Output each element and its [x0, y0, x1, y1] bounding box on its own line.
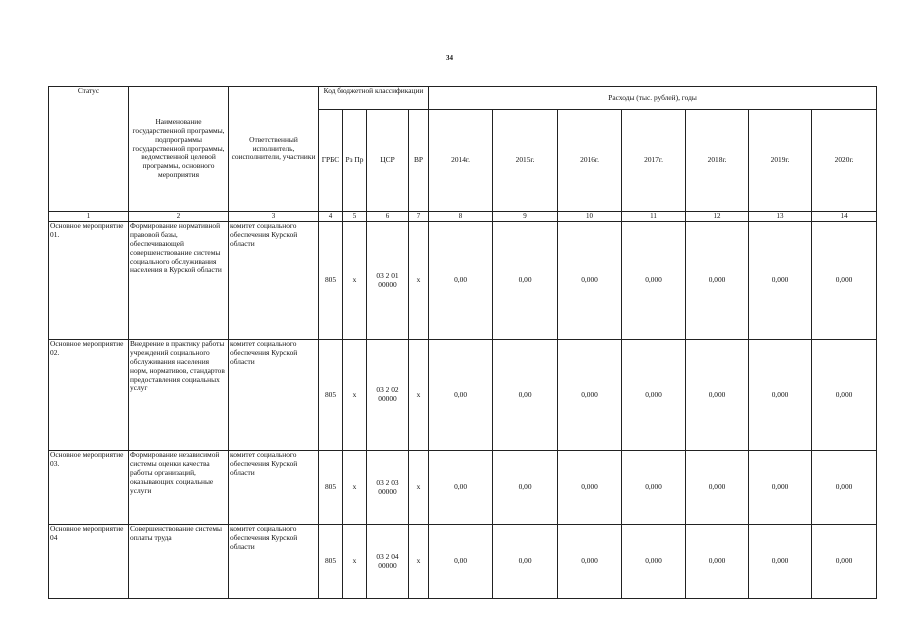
row-status: Основное мероприятие 02. [49, 340, 129, 451]
row-name: Внедрение в практику работы учреждений социального обслуживания населения норм, нормативов, стандартов предоставления социальных услуг [129, 340, 229, 451]
row-responsible: комитет социального обеспечения Курской области [229, 340, 319, 451]
row-value: 0,000 [686, 525, 749, 599]
header-year: 2017г. [622, 110, 686, 212]
row-value: 0,000 [558, 222, 622, 340]
header-responsible: Ответственный исполнитель, соисполнители, участники [229, 87, 319, 212]
header-year: 2016г. [558, 110, 622, 212]
column-number: 10 [558, 212, 622, 222]
row-status: Основное мероприятие 04 [49, 525, 129, 599]
row-value: 0,00 [429, 340, 493, 451]
column-number: 12 [686, 212, 749, 222]
column-number: 14 [812, 212, 877, 222]
row-vr: x [409, 525, 429, 599]
column-number: 13 [749, 212, 812, 222]
column-number: 6 [367, 212, 409, 222]
row-value: 0,000 [812, 451, 877, 525]
row-value: 0,000 [622, 451, 686, 525]
header-year: 2014г. [429, 110, 493, 212]
row-value: 0,000 [686, 340, 749, 451]
row-name: Совершенствование системы оплаты труда [129, 525, 229, 599]
row-value: 0,000 [622, 222, 686, 340]
row-csr: 03 2 03 00000 [367, 451, 409, 525]
row-vr: x [409, 451, 429, 525]
row-vr: x [409, 340, 429, 451]
column-number: 9 [493, 212, 558, 222]
row-value: 0,000 [558, 451, 622, 525]
header-year: 2018г. [686, 110, 749, 212]
page-number: 34 [446, 54, 453, 62]
column-number: 8 [429, 212, 493, 222]
row-rzpr: x [343, 222, 367, 340]
row-value: 0,00 [493, 451, 558, 525]
row-value: 0,000 [686, 451, 749, 525]
row-csr: 03 2 01 00000 [367, 222, 409, 340]
column-number: 7 [409, 212, 429, 222]
column-number: 4 [319, 212, 343, 222]
row-value: 0,000 [558, 340, 622, 451]
table-row [49, 525, 877, 599]
row-csr: 03 2 04 00000 [367, 525, 409, 599]
header-vr: ВР [409, 110, 429, 212]
row-name: Формирование независимой системы оценки качества работы организаций, оказывающих социальные услуги [129, 451, 229, 525]
row-value: 0,000 [749, 222, 812, 340]
row-rzpr: x [343, 451, 367, 525]
row-value: 0,000 [749, 451, 812, 525]
row-value: 0,00 [429, 525, 493, 599]
column-number: 2 [129, 212, 229, 222]
row-grbs: 805 [319, 451, 343, 525]
header-budget-code: Код бюджетной классификации [319, 87, 429, 110]
row-value: 0,000 [686, 222, 749, 340]
header-year: 2015г. [493, 110, 558, 212]
header-rzpr: Рз Пр [343, 110, 367, 212]
table-row [49, 222, 877, 340]
header-year: 2020г. [812, 110, 877, 212]
row-value: 0,000 [812, 525, 877, 599]
row-grbs: 805 [319, 340, 343, 451]
row-value: 0,000 [812, 340, 877, 451]
row-value: 0,000 [558, 525, 622, 599]
row-value: 0,00 [493, 222, 558, 340]
row-grbs: 805 [319, 222, 343, 340]
header-status: Статус [49, 87, 129, 212]
table-row [49, 340, 877, 451]
column-number: 1 [49, 212, 129, 222]
table-row [49, 451, 877, 525]
column-number: 5 [343, 212, 367, 222]
row-value: 0,000 [749, 340, 812, 451]
row-responsible: комитет социального обеспечения Курской области [229, 451, 319, 525]
row-responsible: комитет социального обеспечения Курской области [229, 525, 319, 599]
header-csr: ЦСР [367, 110, 409, 212]
row-rzpr: x [343, 525, 367, 599]
column-number: 3 [229, 212, 319, 222]
row-vr: x [409, 222, 429, 340]
row-value: 0,000 [749, 525, 812, 599]
row-grbs: 805 [319, 525, 343, 599]
header-expenses: Расходы (тыс. рублей), годы [429, 87, 877, 110]
row-value: 0,000 [812, 222, 877, 340]
row-status: Основное мероприятие 01. [49, 222, 129, 340]
row-value: 0,00 [493, 525, 558, 599]
row-value: 0,00 [493, 340, 558, 451]
column-number: 11 [622, 212, 686, 222]
row-value: 0,00 [429, 451, 493, 525]
row-value: 0,000 [622, 340, 686, 451]
row-value: 0,00 [429, 222, 493, 340]
header-name: Наименование государственной программы, подпрограммы государственной программы, ведомственной целевой программы, основного мероприятия [129, 87, 229, 212]
header-year: 2019г. [749, 110, 812, 212]
row-name: Формирование нормативной правовой базы, обеспечивающей совершенствование системы социального обслуживания населения в Курской области [129, 222, 229, 340]
row-rzpr: x [343, 340, 367, 451]
budget-table [48, 86, 877, 599]
header-grbs: ГРБС [319, 110, 343, 212]
row-responsible: комитет социального обеспечения Курской области [229, 222, 319, 340]
row-csr: 03 2 02 00000 [367, 340, 409, 451]
column-number-row [49, 212, 877, 222]
row-value: 0,000 [622, 525, 686, 599]
row-status: Основное мероприятие 03. [49, 451, 129, 525]
